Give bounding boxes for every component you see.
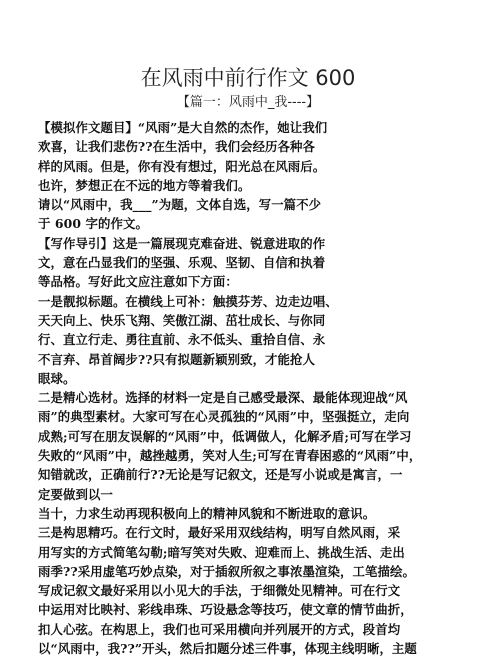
text-line: 不言弃、昂首阔步??只有拟题新颖别致，才能抢人 [38,351,316,367]
text-line: 文，意在凸显我们的坚强、乐观、坚韧、自信和执着 [38,255,326,271]
text-line: 于 600 字的作文。 [38,216,148,232]
text-line: 请以“风雨中，我___”为题，文体自选，写一篇不少 [38,197,322,213]
text-line: 定要做到以一 [38,486,113,502]
text-line: 天天向上、快乐飞翔、笑傲江湖、茁壮成长、与你同 [38,312,326,328]
text-line: 扣人心弦。在构思上，我们也可采用横向并列展开的方式，段首均 [38,621,401,637]
document-title: 在风雨中前行作文 600 [140,66,356,90]
text-line: 样的风雨。但是，你有没有想过，阳光总在风雨后。 [38,158,326,174]
text-line: 二是精心选材。选择的材料一定是自己感受最深、最能体现迎战“风 [38,390,408,406]
text-line: 失败的“风雨”中，越挫越勇，笑对人生;可写在青春困惑的“风雨”中， [38,448,422,464]
document-subtitle: 【篇一：风雨中_我----】 [176,95,320,110]
text-line: 雨季??采用虚笔巧妙点染，对于插叙所叙之事浓墨渲染，工笔描绘。 [38,563,415,579]
text-line: 【写作导引】这是一篇展现克难奋进、锐意进取的作 [38,235,326,251]
text-line: 中运用对比映衬、彩线串珠、巧设悬念等技巧，使文章的情节曲折， [38,602,413,618]
text-line: 以“风雨中，我??”开头，然后扣题分述三件事，体现主线明晰，主题 [38,641,417,657]
text-line: 眼球。 [38,370,76,386]
section-writing-tips [38,388,468,658]
document-body [38,118,468,658]
text-line: 也许，梦想正在不远的地方等着我们。 [38,177,251,193]
text-line: 三是构思精巧。在行文时，最好采用双线结构，明写自然风雨，采 [38,525,401,541]
section-prompt-and-guide [38,118,468,388]
text-line: 欢喜，让我们悲伤??在生活中，我们会经历各种各 [38,139,316,155]
text-line: 成熟;可写在朋友误解的“风雨”中，低调做人，化解矛盾;可写在学习 [38,428,412,444]
text-line: 一是靓拟标题。在横线上可补：触摸芬芳、边走边唱、 [38,293,338,309]
text-line: 等品格。写好此文应注意如下方面： [38,274,238,290]
text-line: 用写实的方式简笔勾勒;暗写笑对失败、迎难而上、挑战生活、走出 [38,544,405,560]
text-line: 雨”的典型素材。大家可写在心灵孤独的“风雨”中，坚强挺立，走向 [38,409,410,425]
text-line: 【模拟作文题目】“风雨”是大自然的杰作，她让我们 [38,120,328,135]
text-line: 当十，力求生动再现积极向上的精神风貌和不断进取的意识。 [38,505,376,521]
text-line: 行、直立行走、勇往直前、永不低头、重拾自信、永 [38,332,326,348]
text-line: 知错就改，正确前行??无论是写记叙文，还是写小说或是寓言，一 [38,467,403,483]
text-line: 写成记叙文最好采用以小见大的手法，于细微处见精神。可在行文 [38,583,401,599]
